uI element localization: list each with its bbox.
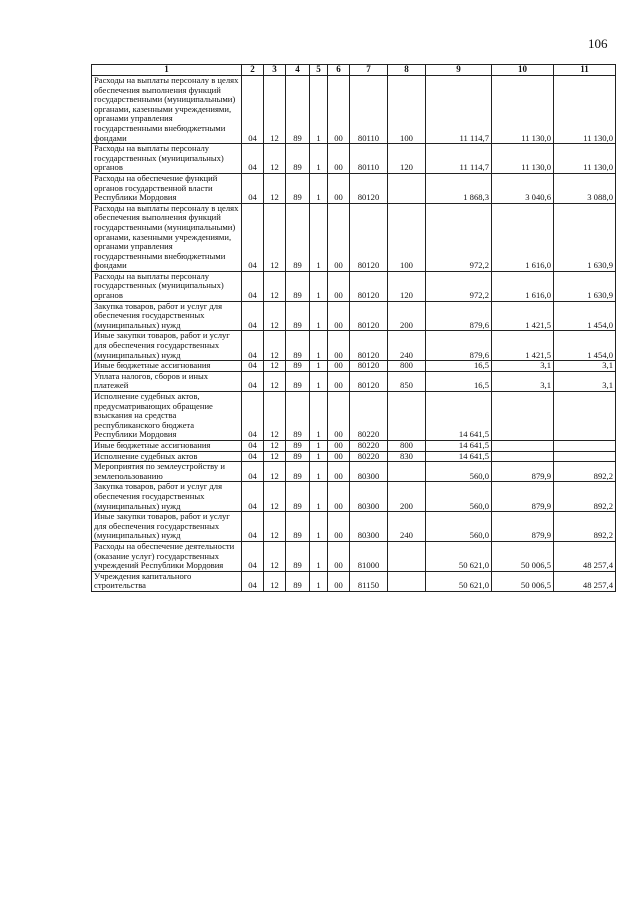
row-name-cell: Исполнение судебных актов, предусматривающих обращение взыскания на средства республиканского бюджета Республики Мордовия [92, 392, 242, 441]
amount-cell-11: 1 630,9 [554, 203, 616, 271]
amount-cell-11: 3,1 [554, 361, 616, 372]
code-cell-3: 12 [264, 392, 286, 441]
code-cell-3: 12 [264, 144, 286, 174]
table-row [92, 371, 616, 391]
code-cell-5: 1 [310, 361, 328, 372]
code-cell-5: 1 [310, 541, 328, 571]
code-cell-7: 80120 [350, 271, 388, 301]
code-cell-6: 00 [328, 541, 350, 571]
amount-cell-9: 14 641,5 [426, 440, 492, 451]
amount-cell-11: 3 088,0 [554, 173, 616, 203]
code-cell-8: 120 [388, 271, 426, 301]
table-row [92, 392, 616, 441]
amount-cell-9: 879,6 [426, 331, 492, 361]
code-cell-8: 830 [388, 451, 426, 462]
column-header: 4 [286, 65, 310, 76]
code-cell-5: 1 [310, 571, 328, 591]
code-cell-6: 00 [328, 331, 350, 361]
amount-cell-11: 48 257,4 [554, 541, 616, 571]
code-cell-7: 80220 [350, 440, 388, 451]
code-cell-7: 80120 [350, 371, 388, 391]
table-row [92, 440, 616, 451]
amount-cell-10: 3,1 [492, 361, 554, 372]
code-cell-7: 80120 [350, 173, 388, 203]
code-cell-4: 89 [286, 371, 310, 391]
table-row [92, 361, 616, 372]
code-cell-7: 80120 [350, 331, 388, 361]
code-cell-7: 80300 [350, 462, 388, 482]
code-cell-6: 00 [328, 301, 350, 331]
code-cell-8: 100 [388, 203, 426, 271]
amount-cell-10: 1 616,0 [492, 271, 554, 301]
code-cell-3: 12 [264, 301, 286, 331]
code-cell-3: 12 [264, 482, 286, 512]
amount-cell-9: 972,2 [426, 271, 492, 301]
code-cell-3: 12 [264, 371, 286, 391]
code-cell-6: 00 [328, 173, 350, 203]
code-cell-4: 89 [286, 203, 310, 271]
column-header: 1 [92, 65, 242, 76]
code-cell-3: 12 [264, 331, 286, 361]
code-cell-7: 81150 [350, 571, 388, 591]
code-cell-2: 04 [242, 451, 264, 462]
amount-cell-11: 11 130,0 [554, 144, 616, 174]
code-cell-3: 12 [264, 512, 286, 542]
code-cell-8: 800 [388, 361, 426, 372]
code-cell-6: 00 [328, 76, 350, 144]
code-cell-3: 12 [264, 203, 286, 271]
amount-cell-11: 3,1 [554, 371, 616, 391]
code-cell-4: 89 [286, 541, 310, 571]
code-cell-6: 00 [328, 451, 350, 462]
code-cell-5: 1 [310, 144, 328, 174]
code-cell-8: 200 [388, 301, 426, 331]
code-cell-8 [388, 541, 426, 571]
amount-cell-9: 16,5 [426, 361, 492, 372]
amount-cell-10: 879,9 [492, 512, 554, 542]
code-cell-2: 04 [242, 440, 264, 451]
code-cell-3: 12 [264, 440, 286, 451]
code-cell-4: 89 [286, 76, 310, 144]
amount-cell-10 [492, 392, 554, 441]
budget-table [91, 64, 616, 592]
code-cell-4: 89 [286, 173, 310, 203]
column-header: 8 [388, 65, 426, 76]
code-cell-2: 04 [242, 144, 264, 174]
code-cell-4: 89 [286, 451, 310, 462]
table-row [92, 462, 616, 482]
amount-cell-9: 560,0 [426, 462, 492, 482]
amount-cell-9: 560,0 [426, 512, 492, 542]
amount-cell-10: 1 421,5 [492, 301, 554, 331]
code-cell-8 [388, 571, 426, 591]
column-header: 9 [426, 65, 492, 76]
code-cell-4: 89 [286, 331, 310, 361]
amount-cell-10: 3 040,6 [492, 173, 554, 203]
amount-cell-9: 879,6 [426, 301, 492, 331]
code-cell-8: 850 [388, 371, 426, 391]
code-cell-6: 00 [328, 392, 350, 441]
code-cell-8: 100 [388, 76, 426, 144]
code-cell-8: 240 [388, 331, 426, 361]
code-cell-7: 80300 [350, 512, 388, 542]
table-body [92, 76, 616, 592]
amount-cell-11 [554, 392, 616, 441]
code-cell-8 [388, 173, 426, 203]
code-cell-3: 12 [264, 173, 286, 203]
code-cell-7: 80120 [350, 301, 388, 331]
row-name-cell: Расходы на обеспечение деятельности (оказание услуг) государственных учреждений Республики Мордовия [92, 541, 242, 571]
code-cell-5: 1 [310, 512, 328, 542]
code-cell-7: 80110 [350, 76, 388, 144]
column-header: 3 [264, 65, 286, 76]
amount-cell-11 [554, 440, 616, 451]
row-name-cell: Мероприятия по землеустройству и землепользованию [92, 462, 242, 482]
code-cell-2: 04 [242, 571, 264, 591]
table-row [92, 76, 616, 144]
amount-cell-11 [554, 451, 616, 462]
amount-cell-9: 560,0 [426, 482, 492, 512]
row-name-cell: Расходы на выплаты персоналу в целях обеспечения выполнения функций государственными (муниципальными) органами, казенными учреждениями, органами управления государственными внебюджетными фондами [92, 203, 242, 271]
code-cell-2: 04 [242, 301, 264, 331]
row-name-cell: Расходы на выплаты персоналу государственных (муниципальных) органов [92, 144, 242, 174]
amount-cell-9: 972,2 [426, 203, 492, 271]
code-cell-8: 200 [388, 482, 426, 512]
code-cell-7: 80220 [350, 451, 388, 462]
code-cell-5: 1 [310, 392, 328, 441]
code-cell-7: 80110 [350, 144, 388, 174]
amount-cell-11: 892,2 [554, 482, 616, 512]
table-row [92, 331, 616, 361]
code-cell-6: 00 [328, 144, 350, 174]
row-name-cell: Закупка товаров, работ и услуг для обеспечения государственных (муниципальных) нужд [92, 301, 242, 331]
row-name-cell: Иные бюджетные ассигнования [92, 440, 242, 451]
code-cell-4: 89 [286, 144, 310, 174]
code-cell-2: 04 [242, 271, 264, 301]
code-cell-7: 80300 [350, 482, 388, 512]
amount-cell-9: 14 641,5 [426, 451, 492, 462]
code-cell-2: 04 [242, 392, 264, 441]
code-cell-8 [388, 462, 426, 482]
code-cell-5: 1 [310, 203, 328, 271]
column-header: 7 [350, 65, 388, 76]
code-cell-5: 1 [310, 271, 328, 301]
page-number: 106 [588, 36, 608, 51]
column-header: 6 [328, 65, 350, 76]
row-name-cell: Уплата налогов, сборов и иных платежей [92, 371, 242, 391]
amount-cell-11: 1 630,9 [554, 271, 616, 301]
amount-cell-10: 50 006,5 [492, 571, 554, 591]
row-name-cell: Учреждения капитального строительства [92, 571, 242, 591]
code-cell-5: 1 [310, 301, 328, 331]
code-cell-4: 89 [286, 392, 310, 441]
amount-cell-10 [492, 440, 554, 451]
amount-cell-10: 1 421,5 [492, 331, 554, 361]
amount-cell-11: 892,2 [554, 462, 616, 482]
code-cell-6: 00 [328, 271, 350, 301]
table-row [92, 571, 616, 591]
code-cell-5: 1 [310, 371, 328, 391]
code-cell-2: 04 [242, 541, 264, 571]
code-cell-5: 1 [310, 482, 328, 512]
code-cell-4: 89 [286, 301, 310, 331]
code-cell-4: 89 [286, 361, 310, 372]
table-row [92, 173, 616, 203]
code-cell-5: 1 [310, 173, 328, 203]
code-cell-7: 81000 [350, 541, 388, 571]
code-cell-5: 1 [310, 462, 328, 482]
table-row [92, 271, 616, 301]
code-cell-2: 04 [242, 361, 264, 372]
amount-cell-9: 1 868,3 [426, 173, 492, 203]
code-cell-3: 12 [264, 271, 286, 301]
code-cell-2: 04 [242, 462, 264, 482]
amount-cell-11: 892,2 [554, 512, 616, 542]
amount-cell-11: 48 257,4 [554, 571, 616, 591]
amount-cell-9: 16,5 [426, 371, 492, 391]
amount-cell-9: 11 114,7 [426, 144, 492, 174]
column-header: 11 [554, 65, 616, 76]
column-header: 5 [310, 65, 328, 76]
code-cell-3: 12 [264, 361, 286, 372]
amount-cell-10: 1 616,0 [492, 203, 554, 271]
row-name-cell: Исполнение судебных актов [92, 451, 242, 462]
code-cell-3: 12 [264, 76, 286, 144]
row-name-cell: Закупка товаров, работ и услуг для обеспечения государственных (муниципальных) нужд [92, 482, 242, 512]
code-cell-4: 89 [286, 571, 310, 591]
code-cell-2: 04 [242, 371, 264, 391]
code-cell-4: 89 [286, 462, 310, 482]
header-row [92, 65, 616, 76]
code-cell-5: 1 [310, 76, 328, 144]
code-cell-5: 1 [310, 331, 328, 361]
code-cell-7: 80220 [350, 392, 388, 441]
amount-cell-10: 11 130,0 [492, 76, 554, 144]
amount-cell-10: 50 006,5 [492, 541, 554, 571]
code-cell-3: 12 [264, 571, 286, 591]
table-row [92, 512, 616, 542]
amount-cell-9: 14 641,5 [426, 392, 492, 441]
code-cell-6: 00 [328, 512, 350, 542]
code-cell-7: 80120 [350, 203, 388, 271]
code-cell-8 [388, 392, 426, 441]
amount-cell-9: 50 621,0 [426, 571, 492, 591]
code-cell-2: 04 [242, 512, 264, 542]
code-cell-6: 00 [328, 203, 350, 271]
column-header: 10 [492, 65, 554, 76]
amount-cell-10: 879,9 [492, 482, 554, 512]
code-cell-4: 89 [286, 271, 310, 301]
table-row [92, 144, 616, 174]
code-cell-2: 04 [242, 331, 264, 361]
amount-cell-10 [492, 451, 554, 462]
code-cell-6: 00 [328, 440, 350, 451]
amount-cell-10: 11 130,0 [492, 144, 554, 174]
amount-cell-10: 3,1 [492, 371, 554, 391]
amount-cell-10: 879,9 [492, 462, 554, 482]
row-name-cell: Иные закупки товаров, работ и услуг для обеспечения государственных (муниципальных) нужд [92, 512, 242, 542]
code-cell-6: 00 [328, 482, 350, 512]
code-cell-8: 120 [388, 144, 426, 174]
code-cell-3: 12 [264, 462, 286, 482]
column-header: 2 [242, 65, 264, 76]
code-cell-2: 04 [242, 76, 264, 144]
code-cell-6: 00 [328, 361, 350, 372]
amount-cell-11: 1 454,0 [554, 301, 616, 331]
code-cell-3: 12 [264, 541, 286, 571]
code-cell-5: 1 [310, 451, 328, 462]
code-cell-8: 240 [388, 512, 426, 542]
table-row [92, 301, 616, 331]
code-cell-4: 89 [286, 512, 310, 542]
code-cell-4: 89 [286, 482, 310, 512]
row-name-cell: Иные бюджетные ассигнования [92, 361, 242, 372]
code-cell-4: 89 [286, 440, 310, 451]
code-cell-3: 12 [264, 451, 286, 462]
table-row [92, 451, 616, 462]
code-cell-2: 04 [242, 482, 264, 512]
amount-cell-9: 11 114,7 [426, 76, 492, 144]
code-cell-6: 00 [328, 371, 350, 391]
row-name-cell: Расходы на выплаты персоналу в целях обеспечения выполнения функций государственными (муниципальными) органами, казенными учреждениями, органами управления государственными внебюджетными фондами [92, 76, 242, 144]
amount-cell-11: 1 454,0 [554, 331, 616, 361]
code-cell-6: 00 [328, 462, 350, 482]
code-cell-6: 00 [328, 571, 350, 591]
row-name-cell: Иные закупки товаров, работ и услуг для обеспечения государственных (муниципальных) нужд [92, 331, 242, 361]
table-row [92, 203, 616, 271]
code-cell-2: 04 [242, 173, 264, 203]
row-name-cell: Расходы на выплаты персоналу государственных (муниципальных) органов [92, 271, 242, 301]
code-cell-7: 80120 [350, 361, 388, 372]
table-row [92, 541, 616, 571]
code-cell-5: 1 [310, 440, 328, 451]
code-cell-2: 04 [242, 203, 264, 271]
table-row [92, 482, 616, 512]
amount-cell-11: 11 130,0 [554, 76, 616, 144]
amount-cell-9: 50 621,0 [426, 541, 492, 571]
code-cell-8: 800 [388, 440, 426, 451]
row-name-cell: Расходы на обеспечение функций органов государственной власти Республики Мордовия [92, 173, 242, 203]
